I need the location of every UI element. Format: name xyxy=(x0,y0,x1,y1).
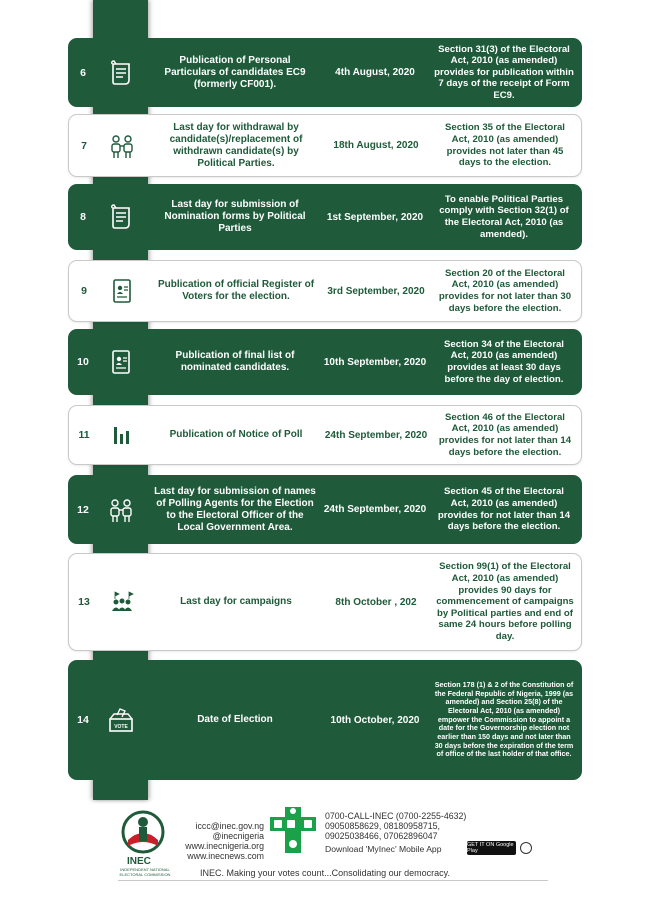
date-text: 1st September, 2020 xyxy=(326,211,424,223)
phone-main[interactable]: 0700-CALL-INEC (0700-2255-4632) xyxy=(325,811,467,821)
row-number: 11 xyxy=(78,429,90,441)
phone-list xyxy=(325,811,466,841)
register-icon xyxy=(96,329,146,395)
legal-basis-text: Section 31(3) of the Electoral Act, 2010 (as amended) provides for publication within 7 days of the receipt of Form EC9. xyxy=(434,43,574,101)
timetable-row xyxy=(68,38,582,107)
activity-text: Last day for submission of names of Polling Agents for the Election to the Electoral Officer of the Local Government Area. xyxy=(154,485,316,533)
date-text: 24th September, 2020 xyxy=(323,504,427,515)
timetable-row xyxy=(68,114,582,177)
activity-text: Publication of official Register of Voters for the election. xyxy=(157,279,315,302)
bar-chart-icon xyxy=(97,406,147,464)
phone-numbers-1[interactable]: 09050858629, 08180958715, xyxy=(325,821,440,831)
phone-numbers-2[interactable]: 09025038466, 07062896047 xyxy=(325,831,438,841)
crowd-icon xyxy=(97,554,147,650)
download-app-text: Download 'MyInec' Mobile App xyxy=(325,844,442,854)
email-link[interactable]: iccc@inec.gov.ng xyxy=(195,821,264,831)
activity-text: Last day for withdrawal by candidate(s)/replacement of withdrawn candidate(s) by Political Parties. xyxy=(169,121,303,169)
row-number: 14 xyxy=(77,714,89,726)
register-icon xyxy=(97,261,147,321)
legal-basis-text: Section 34 of the Electoral Act, 2010 (as amended) provides at least 30 days before the day of election. xyxy=(444,338,564,385)
date-text: 10th September, 2020 xyxy=(323,356,427,368)
app-store-icon[interactable] xyxy=(520,842,532,854)
legal-basis-text: Section 99(1) of the Electoral Act, 2010 (as amended) provides 90 days for commencement of campaigns by Political parties and end of same 24 hours before polling day. xyxy=(436,561,574,642)
tagline: INEC. Making your votes count...Consolidating our democracy. xyxy=(200,868,450,878)
inec-logo-text: INEC xyxy=(127,856,151,867)
date-text: 4th August, 2020 xyxy=(335,67,415,78)
people-icon xyxy=(97,115,147,176)
activity-text: Last day for campaigns xyxy=(180,596,292,607)
timetable-row xyxy=(68,660,582,780)
legal-basis-text: Section 46 of the Electoral Act, 2010 (as amended) provides for not later than 14 days before the election. xyxy=(438,411,572,458)
date-text: 10th October, 2020 xyxy=(330,714,420,726)
row-number: 8 xyxy=(80,211,86,223)
news-link[interactable]: www.inecnews.com xyxy=(187,851,264,861)
row-number: 6 xyxy=(80,66,86,79)
row-number: 13 xyxy=(78,596,90,608)
activity-text: Last day for submission of Nomination forms by Political Parties xyxy=(164,199,306,234)
activity-text: Date of Election xyxy=(197,714,273,725)
legal-basis-text: Section 45 of the Electoral Act, 2010 (as amended) provides for not later than 14 days before the election. xyxy=(437,486,571,533)
row-number: 9 xyxy=(81,285,87,297)
date-text: 24th September, 2020 xyxy=(324,429,428,441)
timetable-row xyxy=(68,405,582,465)
timetable-row xyxy=(68,553,582,651)
social-cross-icon xyxy=(268,805,318,855)
date-text: 8th October , 202 xyxy=(335,596,417,608)
date-text: 3rd September, 2020 xyxy=(327,285,425,297)
legal-basis-text: Section 178 (1) & 2 of the Constitution of the Federal Republic of Nigeria, 1999 (as amended) and Section 25(8) of the Electoral Act, 2010 (as amended) empower the Commission to appoint a date for the Governorship election not earlier than 150 days and not later than 30 days before the expiration of the term of office of the last holder of that office. xyxy=(434,679,574,759)
website-link[interactable]: www.inecnigeria.org xyxy=(185,841,264,851)
social-handle[interactable]: @inecnigeria xyxy=(212,831,264,841)
google-play-badge[interactable]: GET IT ON Google Play xyxy=(467,841,516,855)
legal-basis-text: To enable Political Parties comply with Section 32(1) of the Electoral Act, 2010 (as amended). xyxy=(439,193,569,240)
activity-text: Publication of Personal Particulars of candidates EC9 (formerly CF001). xyxy=(164,54,306,90)
timetable-row xyxy=(68,260,582,322)
svg-text:VOTE: VOTE xyxy=(114,724,128,730)
timetable-row xyxy=(68,329,582,395)
contact-list xyxy=(172,821,264,861)
timetable-row xyxy=(68,475,582,544)
row-number: 10 xyxy=(77,356,89,368)
legal-basis-text: Section 20 of the Electoral Act, 2010 (as amended) provides for not later than 30 days before the election. xyxy=(438,267,572,314)
ballot-box-icon xyxy=(96,660,146,780)
footer-divider xyxy=(118,880,548,881)
document-icon xyxy=(96,184,146,250)
row-number: 7 xyxy=(81,139,87,152)
document-icon xyxy=(96,38,146,107)
legal-basis-text: Section 35 of the Electoral Act, 2010 (as amended) provides not later than 45 days to the election. xyxy=(445,122,565,169)
row-number: 12 xyxy=(77,503,89,516)
activity-text: Publication of final list of nominated candidates. xyxy=(175,350,295,373)
activity-text: Publication of Notice of Poll xyxy=(169,429,303,440)
people-icon xyxy=(96,475,146,544)
inec-logo-subtext: INDEPENDENT NATIONAL ELECTORAL COMMISSION xyxy=(119,867,171,877)
date-text: 18th August, 2020 xyxy=(333,140,419,151)
timetable-row xyxy=(68,184,582,250)
